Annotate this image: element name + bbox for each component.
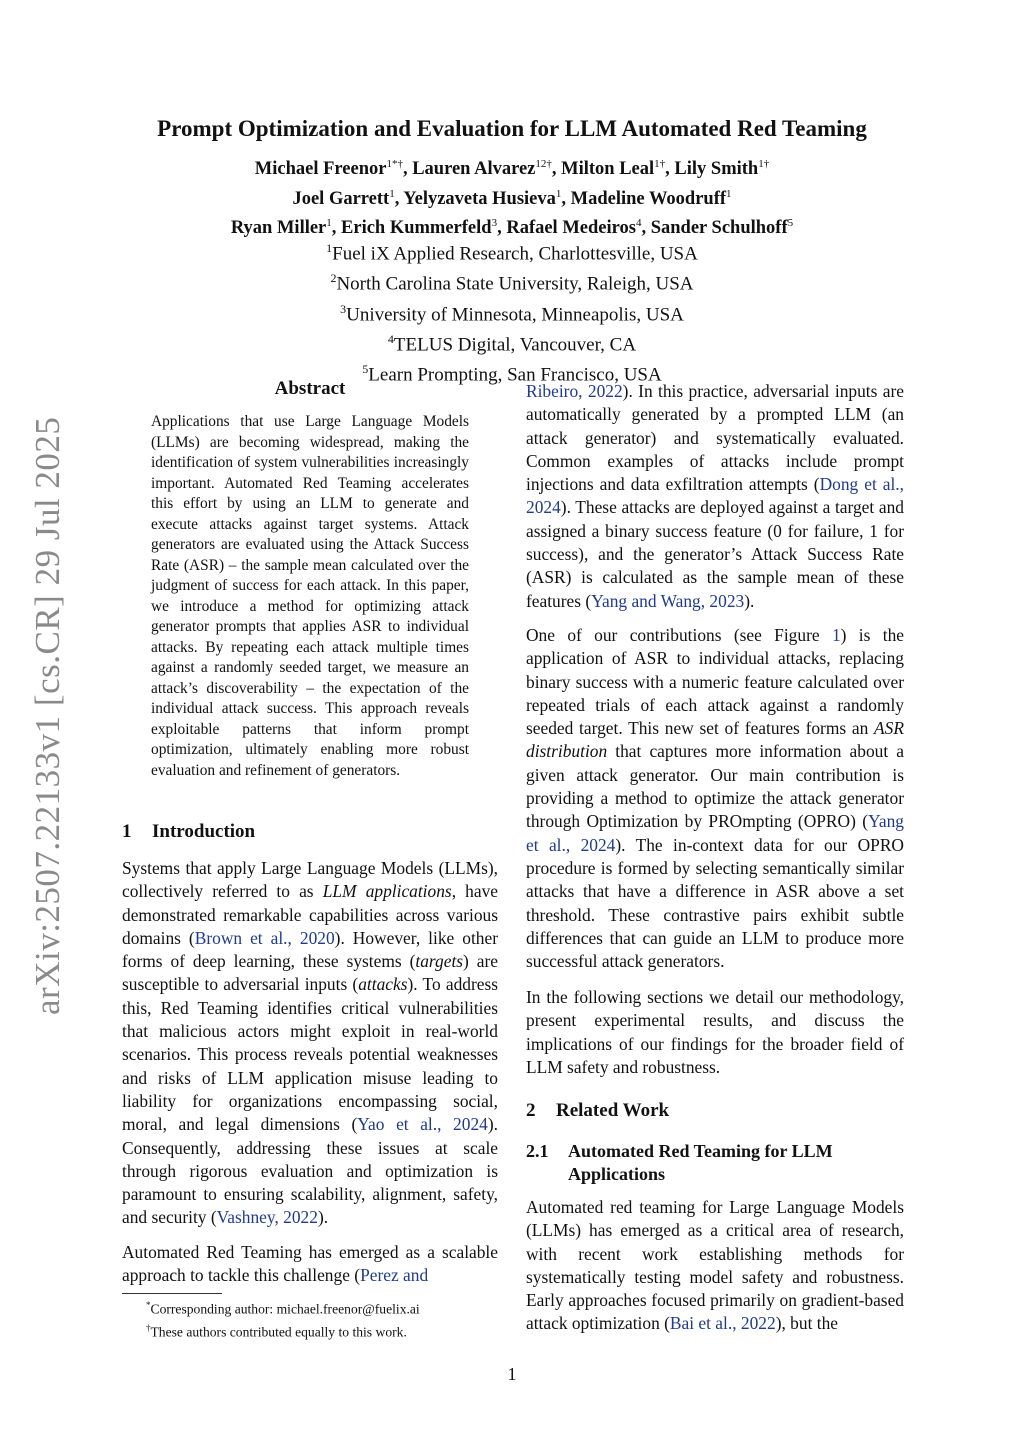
citation-link[interactable]: Perez and	[360, 1265, 429, 1286]
author-name: Lauren Alvarez	[412, 159, 536, 180]
page-number: 1	[507, 1364, 517, 1384]
author-name: Lily Smith	[674, 159, 759, 180]
footnote-divider	[122, 1293, 222, 1294]
author-affil-mark: 1	[326, 217, 332, 230]
citation-link[interactable]: Brown et al., 2020	[194, 927, 335, 948]
related-work-paragraph-1: Automated red teaming for Large Language Models (LLMs) has emerged as a critical area of research, with recent work establishing methods for systematically testing model safety and robustness. Early approaches focused primarily on gradient-based attack optimization (Bai et al., 2022), but the	[526, 1197, 904, 1334]
affiliation: $^1$Fuel iX Applied Research, Charlottesville, USA	[326, 241, 698, 265]
affiliation: $^5$Learn Prompting, San Francisco, USA	[362, 362, 662, 386]
affiliation: $^3$University of Minnesota, Minneapolis, USA	[340, 301, 684, 325]
citation-link[interactable]: Yang and Wang, 2023	[591, 590, 745, 611]
affiliation-list	[0, 236, 1024, 388]
author-affil-mark: 5	[787, 217, 794, 230]
intro-paragraph-2-start: Automated Red Teaming has emerged as a scalable approach to tackle this challenge (Perez and	[122, 1242, 498, 1286]
author-name: Joel Garrett	[292, 188, 390, 209]
author-affil-mark: 1*†	[386, 158, 403, 170]
author-line-2: Joel Garrett$^1$, Yelyzaveta Husieva$^1$, Madeline Woodruff$^1$	[292, 187, 732, 209]
subsection-heading: 2.1 Automated Red Teaming for LLM Applications	[526, 1141, 833, 1184]
figure-reference-link[interactable]: 1	[831, 625, 841, 645]
author-name: Rafael Medeiros	[506, 218, 636, 239]
author-affil-mark: 1†	[654, 158, 666, 170]
citation-link[interactable]: Bai et al., 2022	[669, 1313, 776, 1334]
citation-link[interactable]: Yang et al., 2024	[526, 811, 904, 855]
author-line-3: Ryan Miller$^1$, Erich Kummerfeld$^3$, Rafael Medeiros$^4$, Sander Schulhoff$^5$	[230, 217, 794, 239]
author-affil-mark: 3	[491, 217, 498, 230]
affiliation: $^2$North Carolina State University, Raleigh, USA	[330, 271, 694, 295]
author-affil-mark: 12†	[535, 158, 552, 170]
author-list	[0, 152, 1024, 241]
affiliation: $^4$TELUS Digital, Vancouver, CA	[387, 331, 637, 356]
citation-link[interactable]: Yao et al., 2024	[357, 1114, 488, 1135]
footnote: †These authors contributed equally to this work.	[146, 1322, 407, 1340]
citation-link[interactable]: Vashney, 2022	[216, 1207, 318, 1228]
author-name: Sander Schulhoff	[650, 218, 788, 239]
abstract-text: Applications that use Large Language Models (LLMs) are becoming widespread, making the identification of system vulnerabilities increasingly important. Automated Red Teaming accelerates this effort by using an LLM to generate and execute attacks against target systems. Attack generators are evaluated using the Attack Success Rate (ASR) – the sample mean calculated over the judgment of success for each attack. In this paper, we introduce a method for optimizing attack generator prompts that applies ASR to individual attacks. By repeating each attack multiple times against a randomly seeded target, we measure an attack’s discoverability – the expectation of the individual attack success. This approach reveals exploitable patterns that inform prompt optimization, ultimately enabling more robust evaluation and refinement of generators.	[151, 413, 469, 779]
abstract-heading: Abstract	[274, 378, 346, 399]
author-name: Milton Leal	[561, 159, 655, 180]
arxiv-identifier: arXiv:2507.22133v1 [cs.CR] 29 Jul 2025	[28, 416, 67, 1015]
intro-paragraph-1: Systems that apply Large Language Models (LLMs), collectively referred to as LLM applications, have demonstrated remarkable capabilities across various domains (Brown et al., 2020). However, like other forms of deep learning, these systems (targets) are susceptible to adversarial inputs (attacks). To address this, Red Teaming identifies critical vulnerabilities that malicious actors might exploit in real-world scenarios. This process reveals potential weaknesses and risks of LLM application misuse leading to liability for organizations encompassing social, moral, and legal dimensions (Yao et al., 2024). Consequently, addressing these issues at scale through rigorous evaluation and optimization is paramount to ensuring scalability, alignment, safety, and security (Vashney, 2022).	[122, 858, 499, 1228]
author-name: Yelyzaveta Husieva	[403, 188, 556, 209]
intro-paragraph-4: In the following sections we detail our methodology, present experimental results, and discuss the implications of our findings for the broader field of LLM safety and robustness.	[526, 987, 904, 1077]
footnote: *Corresponding author: michael.freenor@fuelix.ai	[146, 1300, 420, 1317]
section-heading-introduction: 1 Introduction	[122, 821, 256, 842]
footnotes	[146, 1296, 420, 1341]
paper-title: Prompt Optimization and Evaluation for LLM Automated Red Teaming	[157, 116, 867, 141]
section-heading-related-work: 2 Related Work	[526, 1100, 670, 1121]
intro-paragraph-2-continued: Ribeiro, 2022). In this practice, adversarial inputs are automatically generated by a prompted LLM (an attack generator) and systematically evaluated. Common examples of attacks include prompt injections and data exfiltration attempts (Dong et al., 2024). These attacks are deployed against a target and assigned a binary success feature (0 for failure, 1 for success), and the generator’s Attack Success Rate (ASR) is calculated as the sample mean of these features (Yang and Wang, 2023).	[526, 381, 904, 611]
author-name: Ryan Miller	[230, 218, 327, 239]
author-name: Madeline Woodruff	[570, 188, 727, 209]
author-affil-mark: 1†	[758, 158, 770, 170]
citation-link[interactable]: Ribeiro, 2022	[526, 381, 623, 401]
author-affil-mark: 4	[635, 217, 642, 230]
author-name: Erich Kummerfeld	[341, 218, 492, 239]
intro-paragraph-3: One of our contributions (see Figure 1) is the application of ASR to individual attacks, replacing binary success with a numeric feature calculated over repeated trials of each attack against a randomly seeded target. This new set of features forms an ASR distribution that captures more information about a given attack generator. Our main contribution is providing a method to optimize the attack generator through Optimization by PROmpting (OPRO) (Yang et al., 2024). The in-context data for our OPRO procedure is formed by selecting semantically similar attacks that have a difference in ASR above a set threshold. These contrastive pairs exhibit subtle differences that can guide an LLM to produce more successful attack generators.	[526, 625, 904, 972]
author-affil-mark: 1	[555, 187, 562, 200]
author-name: Michael Freenor	[254, 159, 387, 180]
citation-link[interactable]: Dong et al., 2024	[526, 474, 904, 518]
author-affil-mark: 1	[389, 187, 395, 200]
author-line-1: Michael Freenor$^{1*\dagger}$, Lauren Alvarez$^{12\dagger}$, Milton Leal$^{1\dagger}$, Lily Smith$^{1\dagger}$	[254, 158, 770, 180]
author-affil-mark: 1	[726, 187, 732, 200]
